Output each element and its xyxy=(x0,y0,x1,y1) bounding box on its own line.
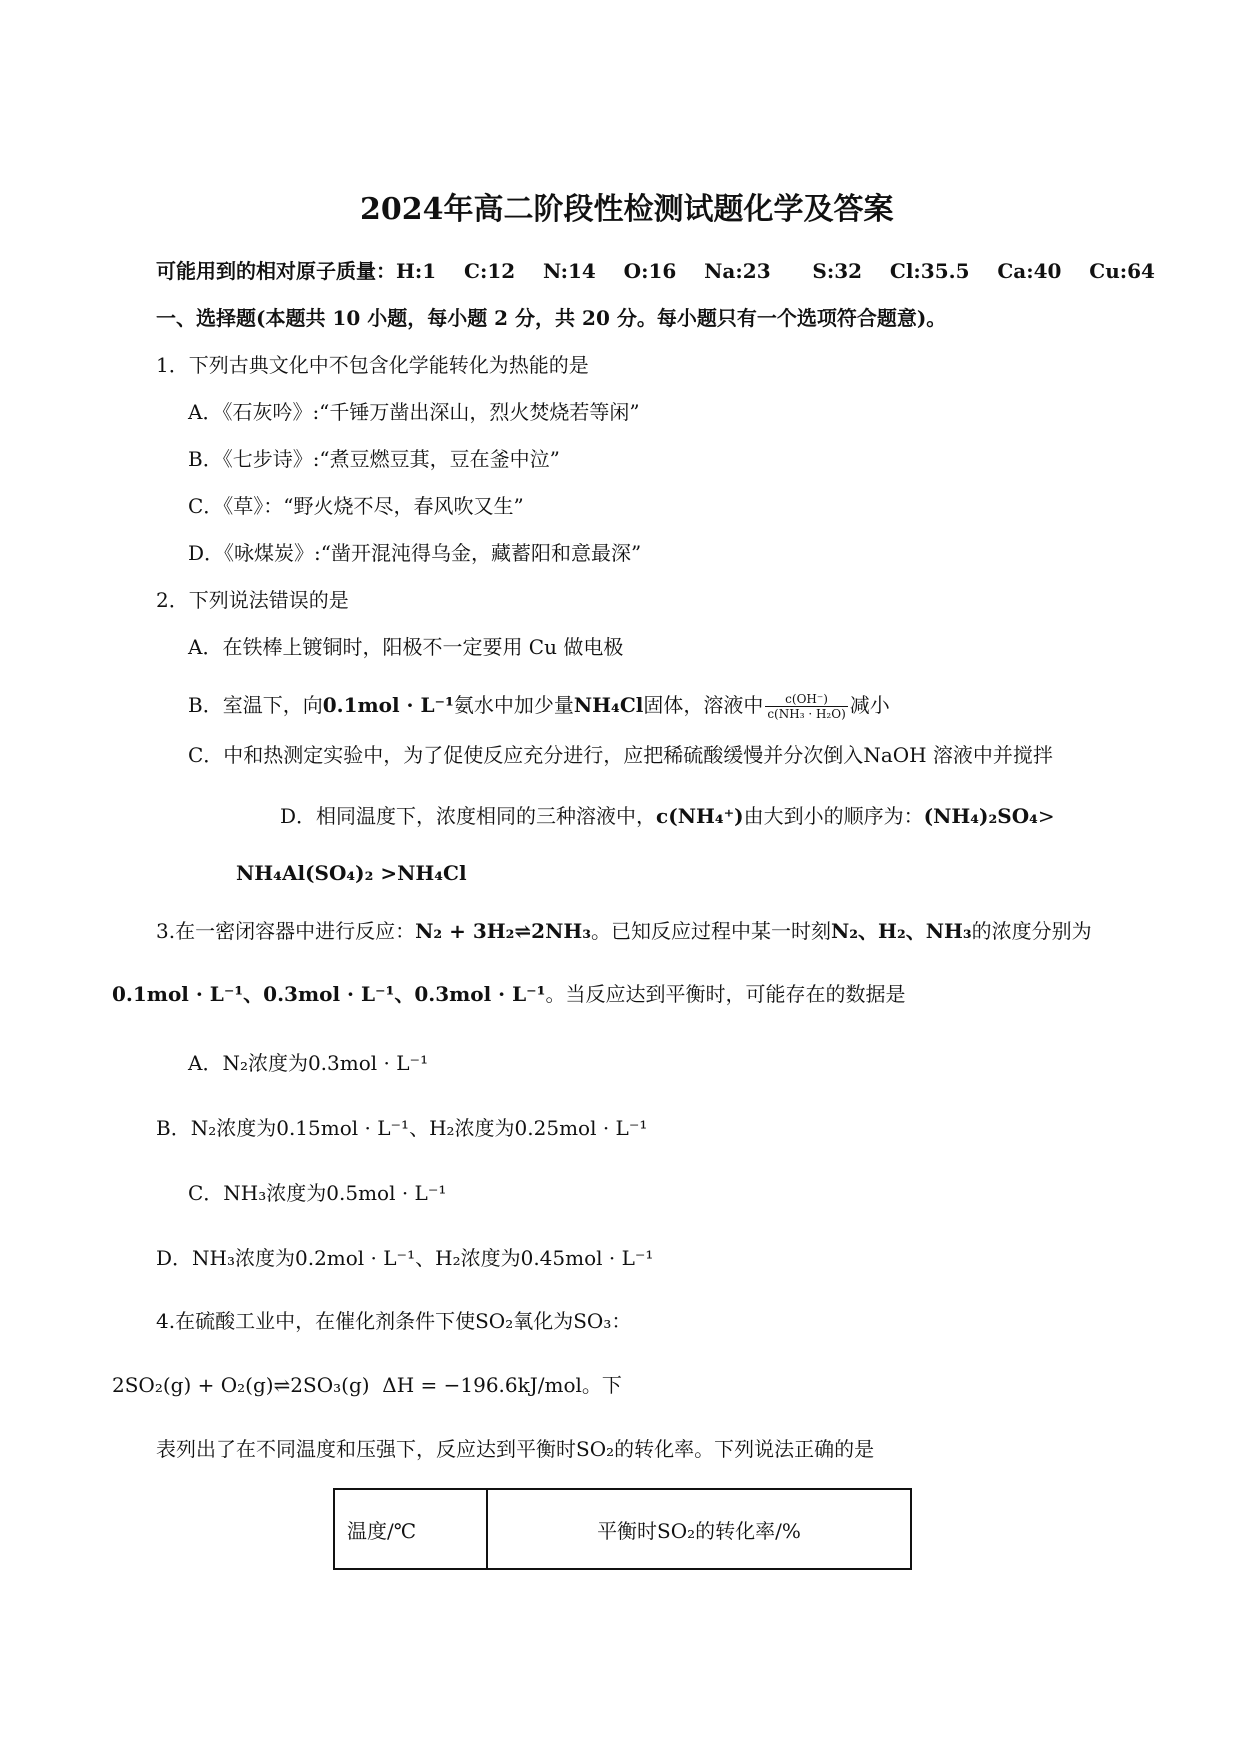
q2-b-text3: 固体，溶液中 xyxy=(643,693,764,717)
q3-equation: N₂ + 3H₂⇌2NH₃ xyxy=(415,919,592,943)
table-header-temperature: 温度/℃ xyxy=(334,1489,487,1569)
table-header-conversion: 平衡时SO₂的转化率/% xyxy=(487,1489,911,1569)
q4-intro-text1: 表列出了在不同温度和压强下，反应达到平衡时 xyxy=(156,1437,576,1461)
q3-option-a: A．N₂浓度为0.3mol · L⁻¹ xyxy=(188,1051,429,1075)
q3-stem-text1: 3.在一密闭容器中进行反应： xyxy=(156,919,416,943)
q4-stem-text3: ： xyxy=(611,1309,632,1333)
conversion-table xyxy=(333,1488,912,1570)
q1-option-d: D．《咏煤炭》:“凿开混沌得乌金，藏蓄阳和意最深” xyxy=(188,541,642,565)
q3-option-d: D．NH₃浓度为0.2mol · L⁻¹、H₂浓度为0.45mol · L⁻¹ xyxy=(156,1246,654,1270)
q2-option-c xyxy=(188,742,1053,768)
fraction-numerator: c(OH⁻) xyxy=(765,692,847,707)
q4-stem-text1: 4.在硫酸工业中，在催化剂条件下使 xyxy=(156,1309,476,1333)
q2-b-concentration: 0.1mol · L⁻¹ xyxy=(322,693,454,717)
q2-d-gt: > xyxy=(1037,804,1055,828)
q3-concentrations: 0.1mol · L⁻¹、0.3mol · L⁻¹、0.3mol · L⁻¹ xyxy=(112,982,546,1006)
section-heading: 一、选择题(本题共 10 小题，每小题 2 分，共 20 分。每小题只有一个选项符合题意)。 xyxy=(156,306,947,330)
q2-option-b xyxy=(188,692,890,721)
q1-stem: 1．下列古典文化中不包含化学能转化为热能的是 xyxy=(156,353,589,377)
q3-stem-text2: 。已知反应过程中某一时刻 xyxy=(591,919,832,943)
q4-intro-text2: 的转化率。下列说法正确的是 xyxy=(614,1437,875,1461)
q2-d-text1: D．相同温度下，浓度相同的三种溶液中， xyxy=(280,804,657,828)
q4-so3: SO₃ xyxy=(573,1309,612,1333)
q2-c-text1: C．中和热测定实验中，为了促使反应充分进行，应把稀硫酸缓慢并分次倒入 xyxy=(188,743,864,767)
q4-equation: 2SO₂(g) + O₂(g)⇌2SO₃(g) ΔH = −196.6kJ/mol xyxy=(112,1373,582,1397)
q1-option-c: C．《草》：“野火烧不尽，春风吹又生” xyxy=(188,494,524,518)
q4-intro-so2: SO₂ xyxy=(576,1437,615,1461)
q2-option-d-line2: NH₄Al(SO₄)₂ >NH₄Cl xyxy=(236,861,467,885)
q4-equation-tail: 。下 xyxy=(581,1373,622,1397)
q1-option-b: B．《七步诗》:“煮豆燃豆萁，豆在釜中泣” xyxy=(188,447,560,471)
q2-b-salt: NH₄Cl xyxy=(573,693,644,717)
q3-option-c: C．NH₃浓度为0.5mol · L⁻¹ xyxy=(188,1181,447,1205)
q4-equation-line xyxy=(112,1372,622,1398)
q2-d-ammonium-conc: c(NH₄⁺) xyxy=(656,804,744,828)
page-title: 2024年高二阶段性检测试题化学及答案 xyxy=(360,192,894,227)
q2-c-naoh: NaOH xyxy=(863,743,927,767)
q2-b-text1: B．室温下，向 xyxy=(188,693,323,717)
q4-stem xyxy=(156,1308,631,1334)
q2-stem: 2．下列说法错误的是 xyxy=(156,588,349,612)
q4-stem-text2: 氧化为 xyxy=(513,1309,574,1333)
q2-c-text2: 溶液中并搅拌 xyxy=(926,743,1053,767)
table-row xyxy=(334,1489,911,1569)
q2-b-text2: 氨水中加少量 xyxy=(453,693,574,717)
atomic-mass-line: 可能用到的相对原子质量：H:1 C:12 N:14 O:16 Na:23 S:32 Cl:35.5 Ca:40 Cu:64 xyxy=(156,259,1155,283)
q3-option-b: B．N₂浓度为0.15mol · L⁻¹、H₂浓度为0.25mol · L⁻¹ xyxy=(156,1116,648,1140)
q3-stem-line2 xyxy=(112,981,906,1007)
q2-d-salt1: (NH₄)₂SO₄ xyxy=(923,804,1038,828)
q3-stem-text3: 的浓度分别为 xyxy=(971,919,1092,943)
q2-option-d xyxy=(280,803,1055,829)
q3-stem xyxy=(156,918,1092,944)
fraction-denominator: c(NH₃ · H₂O) xyxy=(767,707,846,721)
q4-table-intro xyxy=(156,1436,874,1462)
q3-species: N₂、H₂、NH₃ xyxy=(831,919,972,943)
q4-so2: SO₂ xyxy=(475,1309,514,1333)
q3-stem-line2-text: 。当反应达到平衡时，可能存在的数据是 xyxy=(545,982,906,1006)
q1-option-a: A．《石灰吟》:“千锤万凿出深山，烈火焚烧若等闲” xyxy=(188,400,640,424)
q2-option-a: A．在铁棒上镀铜时，阳极不一定要用 Cu 做电极 xyxy=(188,635,624,659)
q2-d-text2: 由大到小的顺序为： xyxy=(743,804,924,828)
q2-b-fraction xyxy=(765,692,847,721)
q2-b-text4: 减小 xyxy=(849,693,890,717)
